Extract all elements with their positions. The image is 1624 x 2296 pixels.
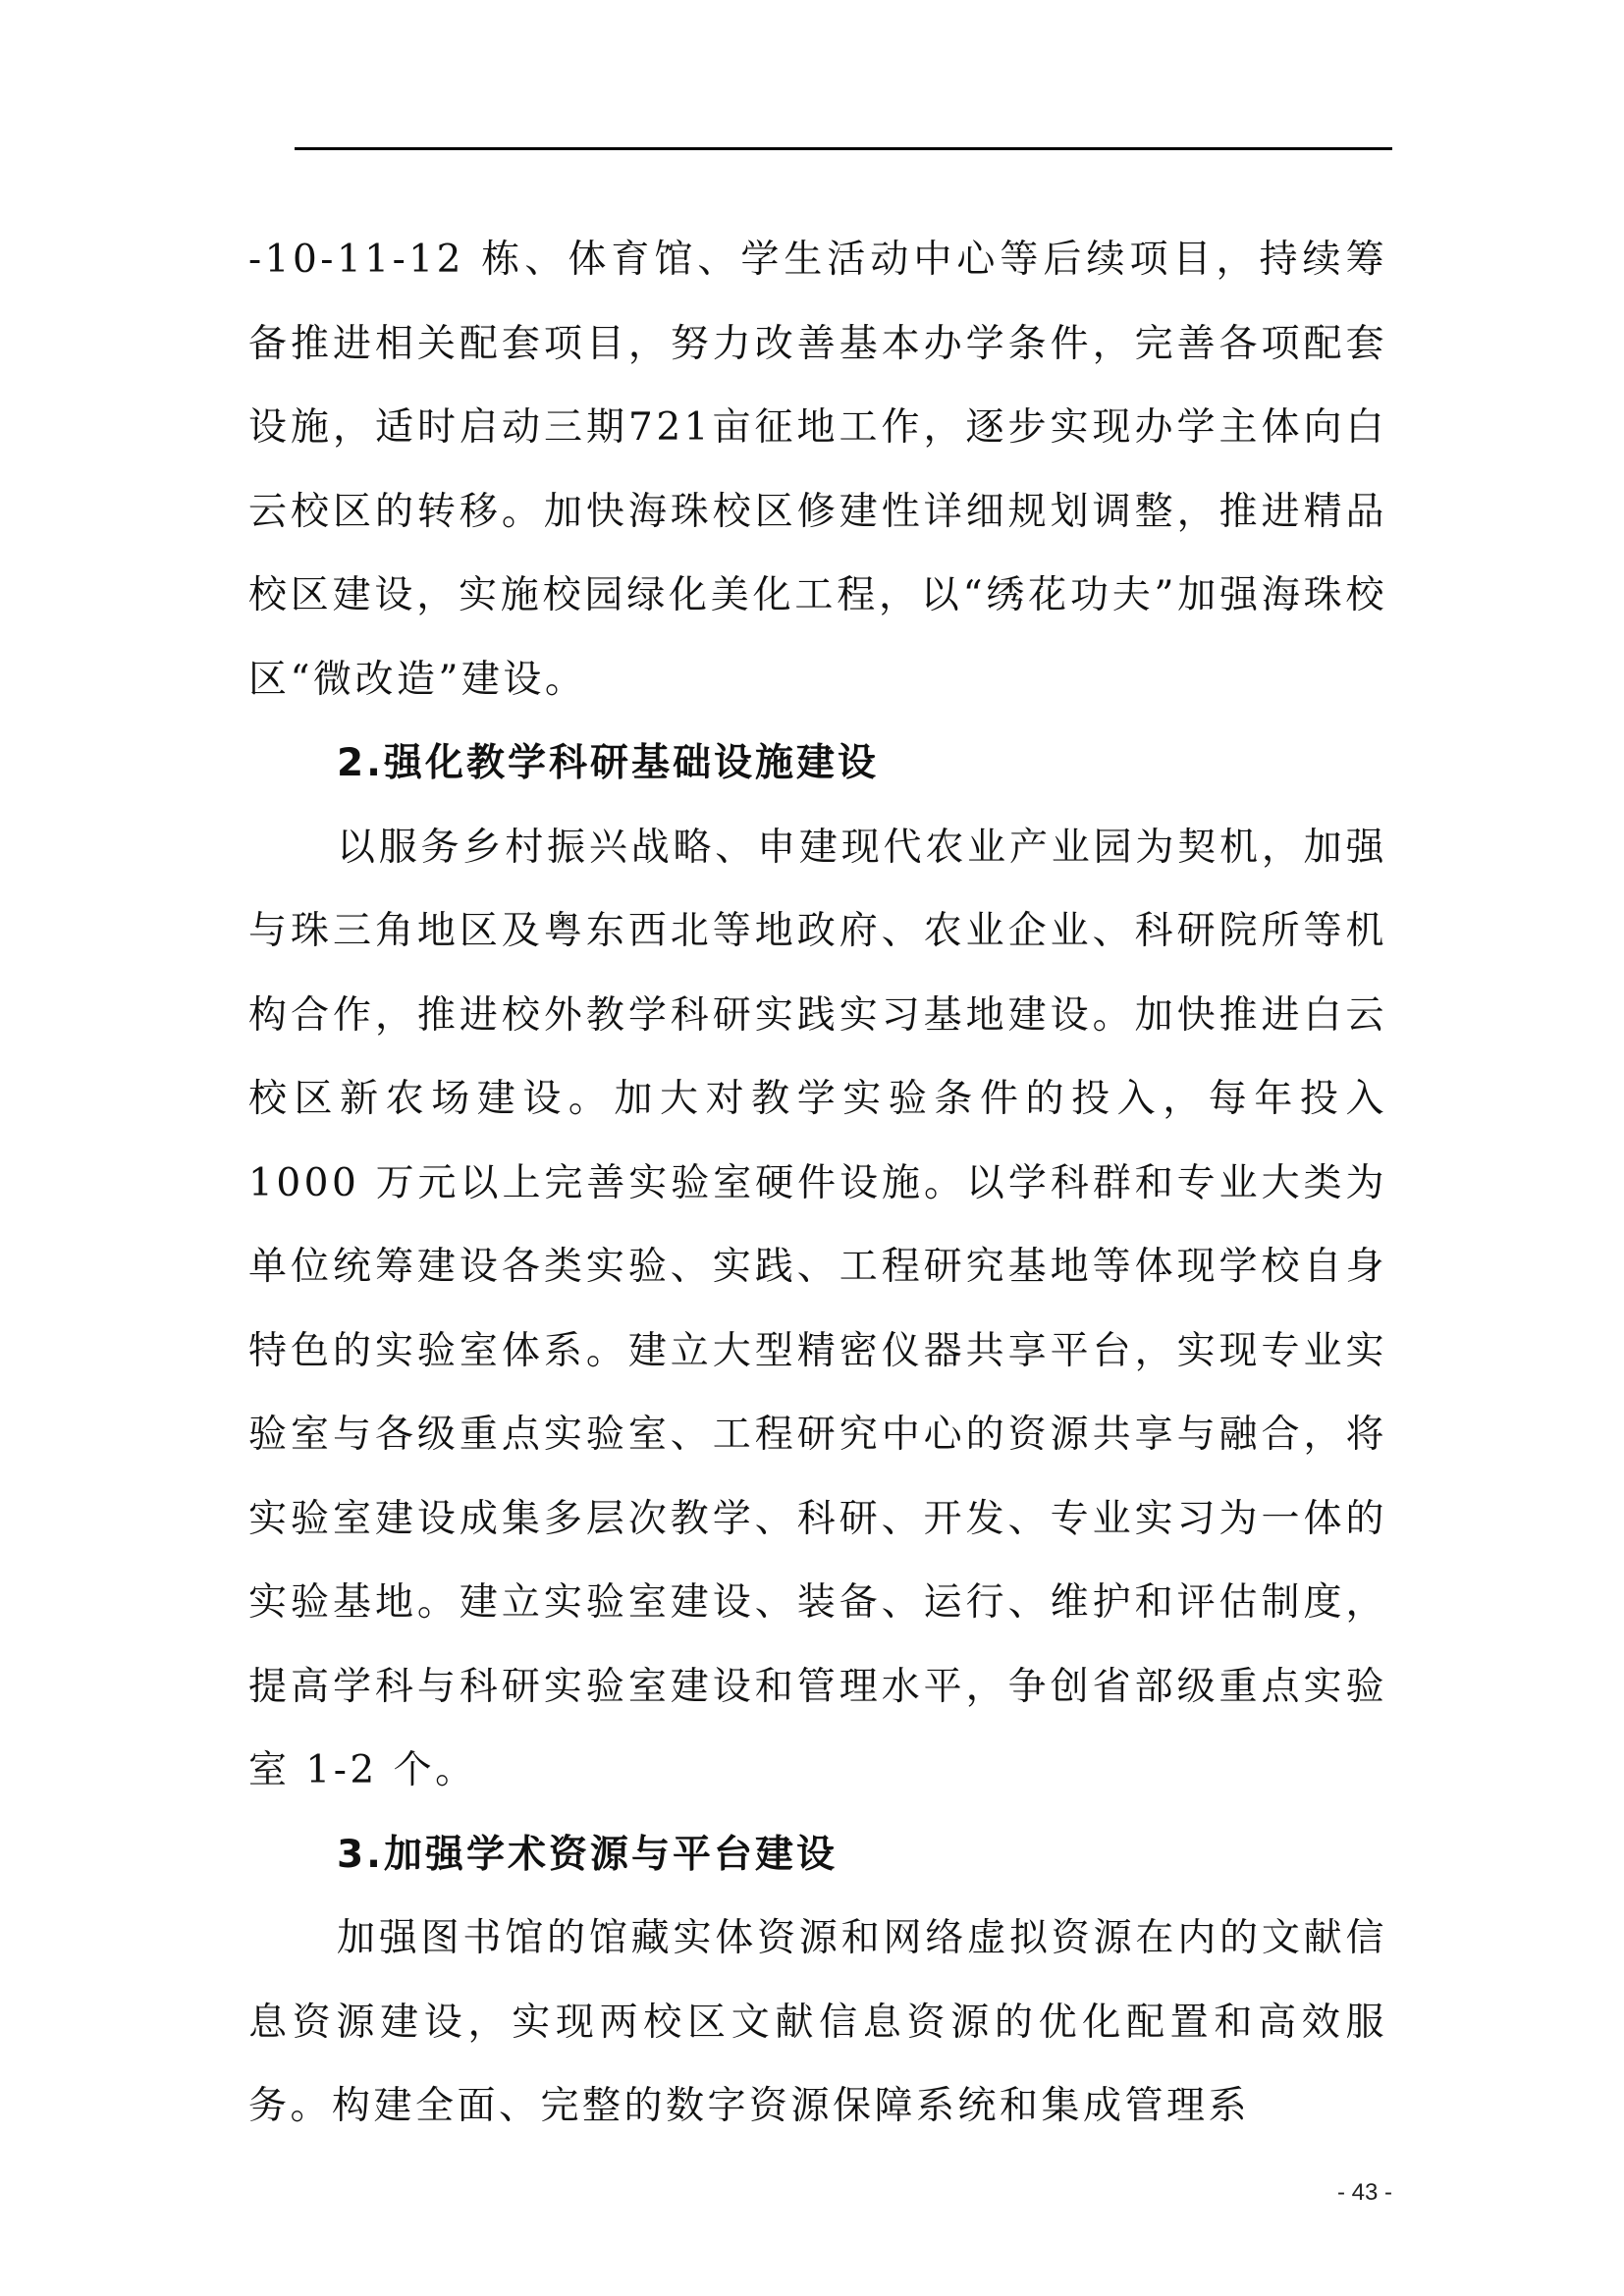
paragraph-academic-resources: 加强图书馆的馆藏实体资源和网络虚拟资源在内的文献信息资源建设，实现两校区文献信息资源的优化配置和高效服务。构建全面、完整的数字资源保障系统和集成管理系 [248,1916,1387,2128]
page-number: - 43 - [1336,2179,1392,2206]
section-heading-3: 3.加强学术资源与平台建设 [337,1832,838,1877]
page-body [248,218,1387,2149]
paragraph-campus-construction: -10-11-12 栋、体育馆、学生活动中心等后续项目，持续筹备推进相关配套项目，努力改善基本办学条件，完善各项配套设施，适时启动三期721亩征地工作，逐步实现办学主体向白云校区的转移。加快海珠校区修建性详细规划调整，推进精品校区建设，实施校园绿化美化工程，以“绣花功夫”加强海珠校区“微改造”建设。 [248,238,1387,702]
paragraph-research-infrastructure: 以服务乡村振兴战略、申建现代农业产业园为契机，加强与珠三角地区及粤东西北等地政府、农业企业、科研院所等机构合作，推进校外教学科研实践实习基地建设。加快推进白云校区新农场建设。加大对教学实验条件的投入，每年投入 1000 万元以上完善实验室硬件设施。以学科群和专业大类为单位统筹建设各类实验、实践、工程研究基地等体现学校自身特色的实验室体系。建立大型精密仪器共享平台，实现专业实验室与各级重点实验室、工程研究中心的资源共享与融合，将实验室建设成集多层次教学、科研、开发、专业实习为一体的实验基地。建立实验室建设、装备、运行、维护和评估制度，提高学科与科研实验室建设和管理水平，争创省部级重点实验室 1-2 个。 [248,825,1387,1792]
section-heading-2: 2.强化教学科研基础设施建设 [337,741,879,785]
header-rule [295,147,1392,150]
